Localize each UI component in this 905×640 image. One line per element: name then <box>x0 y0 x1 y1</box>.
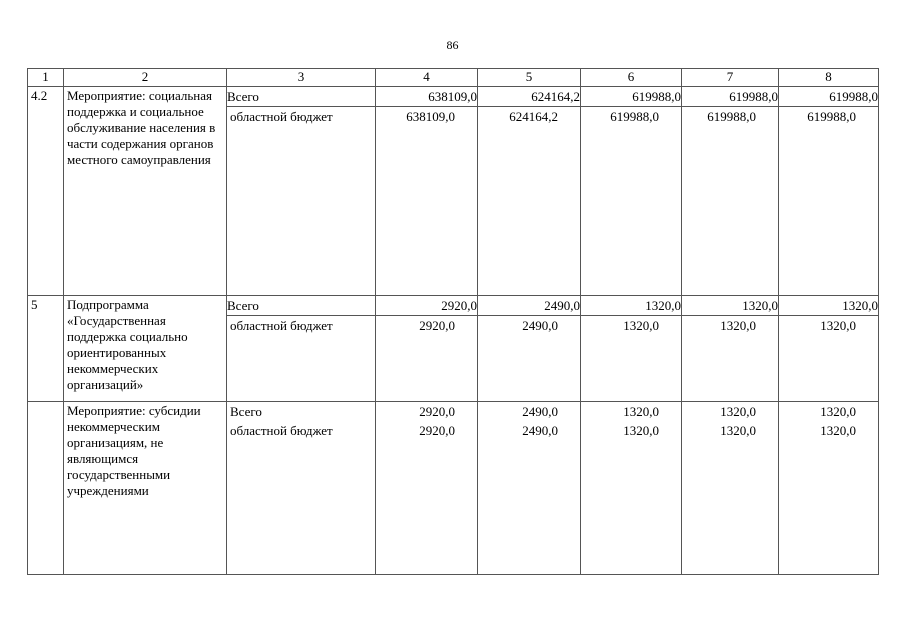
value-total: 1320,0 <box>623 404 659 419</box>
row-number <box>28 402 64 575</box>
value-regional: 619988,0 <box>707 109 756 124</box>
value-regional: 619988,0 <box>807 109 856 124</box>
value-cell <box>376 402 478 575</box>
column-header: 2 <box>64 69 227 87</box>
value-cell <box>779 402 879 575</box>
value-regional: 1320,0 <box>623 423 659 438</box>
funding-source-cell <box>227 402 376 575</box>
value-regional: 2920,0 <box>419 423 455 438</box>
value-regional: 1320,0 <box>720 423 756 438</box>
value-cell <box>682 402 779 575</box>
value-regional: 2490,0 <box>522 318 558 333</box>
column-header: 3 <box>227 69 376 87</box>
value-regional: 1320,0 <box>720 318 756 333</box>
row-description: Подпрограмма «Государственная поддержка социально ориентированных некоммерческих организаций» <box>64 296 227 402</box>
row-number: 4.2 <box>28 87 64 296</box>
value-cell <box>779 87 879 296</box>
value-regional: 638109,0 <box>406 109 455 124</box>
value-cell <box>478 87 581 296</box>
source-total: Всего <box>227 87 376 107</box>
column-header: 4 <box>376 69 478 87</box>
value-cell <box>682 296 779 402</box>
value-total: 1320,0 <box>581 296 682 316</box>
column-header: 1 <box>28 69 64 87</box>
value-regional: 1320,0 <box>820 423 856 438</box>
column-header: 6 <box>581 69 682 87</box>
value-total: 2920,0 <box>376 296 478 316</box>
budget-table <box>27 68 879 575</box>
value-total: 2490,0 <box>522 404 558 419</box>
source-total: Всего <box>227 296 376 316</box>
column-header: 7 <box>682 69 779 87</box>
value-cell <box>682 87 779 296</box>
row-description: Мероприятие: субсидии некоммерческим организациям, не являющимся государственными учреждениями <box>64 402 227 575</box>
value-total: 2920,0 <box>419 404 455 419</box>
value-cell <box>581 402 682 575</box>
column-header: 8 <box>779 69 879 87</box>
value-regional: 1320,0 <box>623 318 659 333</box>
table-row <box>28 87 879 296</box>
column-header: 5 <box>478 69 581 87</box>
value-total: 1320,0 <box>779 296 879 316</box>
value-regional: 1320,0 <box>820 318 856 333</box>
value-total: 1320,0 <box>820 404 856 419</box>
value-total: 624164,2 <box>478 87 581 107</box>
value-regional: 2920,0 <box>419 318 455 333</box>
value-total: 1320,0 <box>682 296 779 316</box>
page-number: 86 <box>446 38 459 52</box>
header-row <box>28 69 879 87</box>
table-row <box>28 296 879 402</box>
value-total: 2490,0 <box>478 296 581 316</box>
value-regional: 2490,0 <box>522 423 558 438</box>
value-total: 619988,0 <box>779 87 879 107</box>
row-description: Мероприятие: социальная поддержка и социальное обслуживание населения в части содержания органов местного самоуправления <box>64 87 227 296</box>
value-total: 619988,0 <box>682 87 779 107</box>
value-cell <box>478 402 581 575</box>
table-row <box>28 402 879 575</box>
value-cell <box>779 296 879 402</box>
value-regional: 624164,2 <box>509 109 558 124</box>
value-cell <box>581 87 682 296</box>
source-total: Всего <box>230 404 262 419</box>
funding-source-cell <box>227 296 376 402</box>
row-number: 5 <box>28 296 64 402</box>
source-regional: областной бюджет <box>230 109 333 124</box>
source-regional: областной бюджет <box>230 423 333 438</box>
funding-source-cell <box>227 87 376 296</box>
value-total: 619988,0 <box>581 87 682 107</box>
value-cell <box>376 87 478 296</box>
value-total: 638109,0 <box>376 87 478 107</box>
source-regional: областной бюджет <box>230 318 333 333</box>
value-regional: 619988,0 <box>610 109 659 124</box>
value-cell <box>478 296 581 402</box>
value-cell <box>581 296 682 402</box>
value-cell <box>376 296 478 402</box>
value-total: 1320,0 <box>720 404 756 419</box>
